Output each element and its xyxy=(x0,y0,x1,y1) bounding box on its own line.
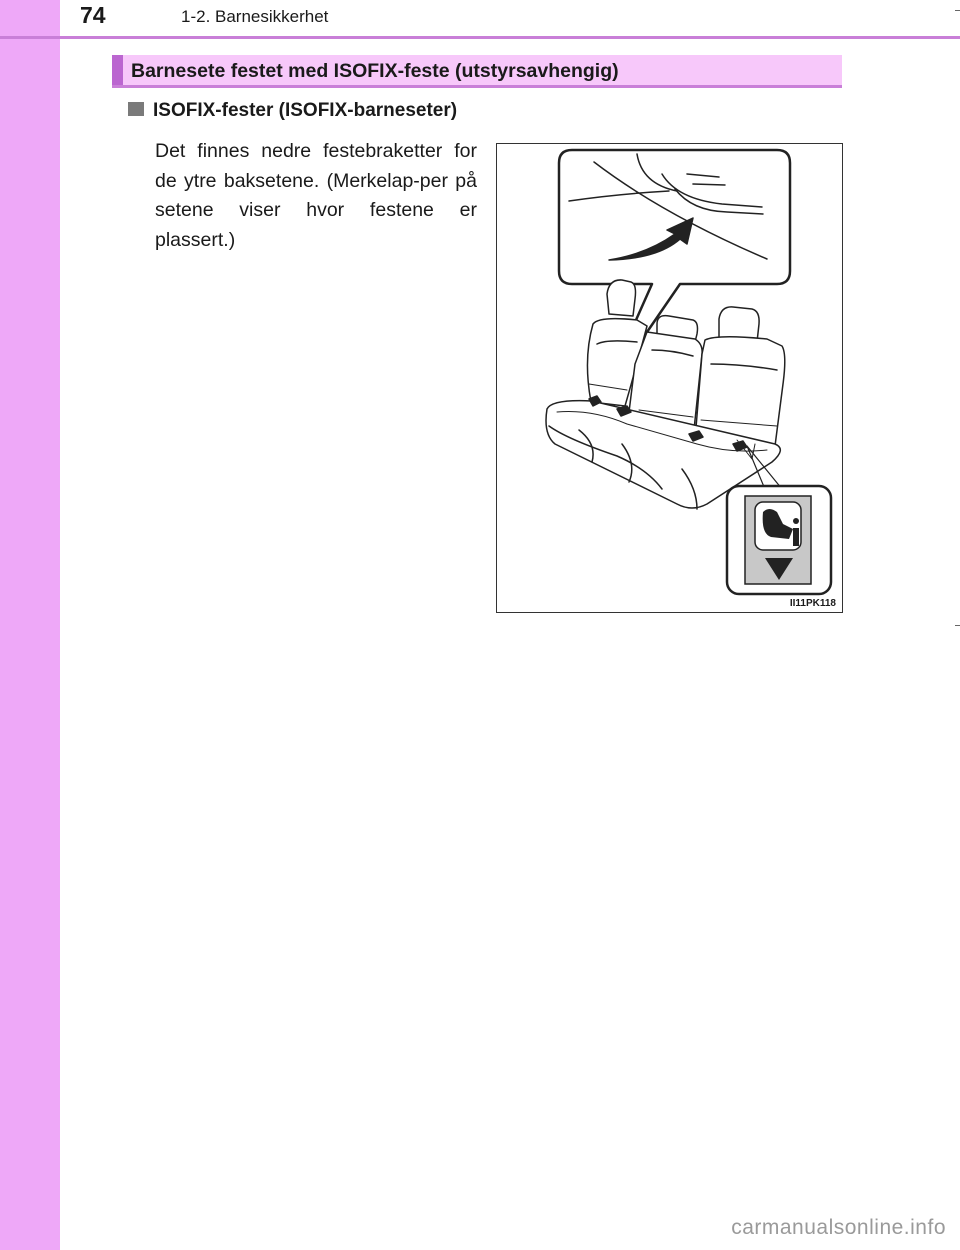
body-paragraph: Det finnes nedre festebraketter for de ytre baksetene. (Merkelap-per på setene viser hvor festene er plassert.) xyxy=(155,140,477,251)
crop-mark-top xyxy=(955,10,960,11)
header-rule xyxy=(0,36,960,39)
rear-seat-illustration xyxy=(497,144,842,612)
watermark: carmanualsonline.info xyxy=(731,1216,946,1239)
subsection-heading xyxy=(128,100,457,122)
crop-mark-bottom xyxy=(955,625,960,626)
chapter-title: 1-2. Barnesikkerhet xyxy=(181,7,329,26)
section-header-accent xyxy=(112,55,123,85)
page-number: 74 xyxy=(80,2,106,28)
section-title: Barnesete festet med ISOFIX-feste (utstyrsavhengig) xyxy=(131,60,619,82)
isofix-figure xyxy=(496,143,843,613)
side-tab-band xyxy=(0,0,60,1250)
section-header xyxy=(112,55,842,88)
figure-code: II11PK118 xyxy=(789,598,836,609)
square-bullet-icon xyxy=(128,102,144,116)
subsection-heading-text: ISOFIX-fester (ISOFIX-barneseter) xyxy=(153,100,458,121)
